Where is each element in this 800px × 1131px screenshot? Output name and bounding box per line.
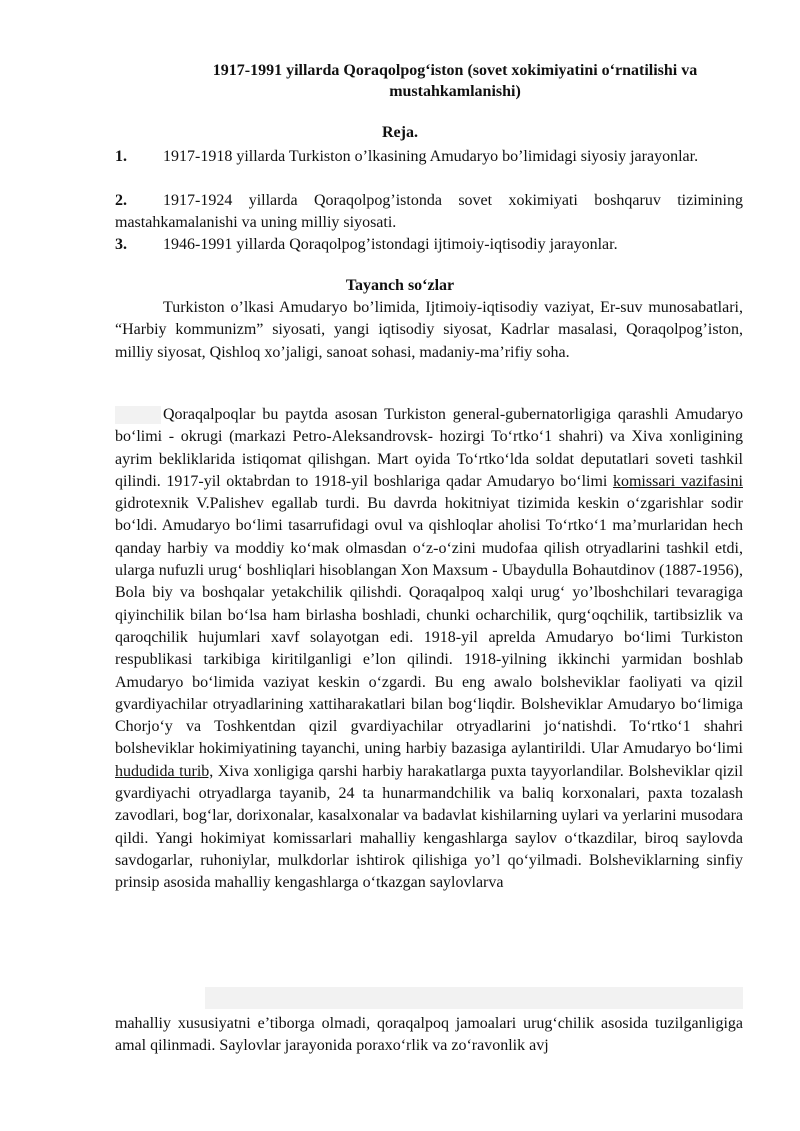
keywords-heading: Tayanch so‘zlar xyxy=(345,277,455,294)
body-paragraph-continued xyxy=(115,1013,743,1058)
plan-item-2 xyxy=(115,190,743,234)
plan-item-text: 1917-1918 yillarda Turkiston o’lkasining Amudaryo bo’limidagi siyosiy jarayonlar. xyxy=(163,148,699,165)
plan-item-number: 3. xyxy=(115,236,127,253)
body-text-part-2: gidrotexnik V.Palishev egallab turdi. Bu davrda hokitniyat tizimida keskin o‘zgarishlar sodir bo‘ldi. Amudaryo bo‘limi tasarrufidagi ovul va qishloqlar aholisi To‘rtko‘1 ma’murlaridan hech qanday harbiy va moddiy ko‘mak olmasdan o‘z-o‘zini mudofaa qilish otryadlarini tashkil etdi, ularga nufuzli urug‘ boshliqlari hisoblangan Xon Maxsum - Ubaydulla Bohautdinov (1887-1956), Bola biy va boshqalar yetakchilik qilishdi. Qoraqalpoq xalqi urug‘ yo’lboshchilari tevaragiga qiyinchilik bilan bo‘lsa ham birlasha boshladi, chunki ocharchilik, qurg‘oqchilik, tartibsizlik va qaroqchilik hujumlari xavf solayotgan edi. 1918-yil aprelda Amudaryo bo‘limi Turkiston respublikasi tarkibiga kiritilganligi e’lon qilindi. 1918-yilning ikkinchi yarmidan boshlab Amudaryo bo‘limida vaziyat keskin o‘zgardi. Bu eng awalo bolsheviklar faoliyati va qizil gvardiyachilar otryadlarining xattiharakatlari bilan bog‘liqdir. Bolsheviklar Amudaryo bo‘limiga Chorjo‘y va Toshkentdan qizil gvardiyachilar otryadlarini jo‘natishdi. To‘rtko‘1 shahri bolsheviklar hokimiyatining tayanchi, uning harbiy bazasiga aylantirildi. Ular Amudaryo bo‘limi xyxy=(115,495,743,758)
link-komissari[interactable]: komissari vazifasini xyxy=(612,472,743,490)
plan-item-text: 1946-1991 yillarda Qoraqolpog’istondagi ijtimoiy-iqtisodiy jarayonlar. xyxy=(163,236,618,253)
body-text-part-1: Qoraqalpoqlar bu paytda asosan Turkiston general-gubernatorligiga qarashli Amudaryo bo‘limi - okrugi (markazi Petro-Aleksandrovsk- hozirgi To‘rtko‘1 shahri) va Xiva xonligining ayrim bekliklarida istiqomat qilishgan. Mart oyida To‘rtko‘lda soldat deputatlari soveti tashkil qilindi. 1917-yil oktabrdan to 1918-yil boshlariga qadar Amudaryo bo‘limi xyxy=(115,406,743,490)
plan-heading: Reja. xyxy=(382,124,418,141)
plan-item-text: 1917-1924 yillarda Qoraqolpog’istonda sovet xokimiyati boshqaruv tizimining mastahkamalanishi va uning milliy siyosati. xyxy=(115,192,743,231)
plan-item-3 xyxy=(115,234,743,256)
shaded-line xyxy=(205,987,743,1009)
keywords-text: Turkiston o’lkasi Amudaryo bo’limida, Ijtimoiy-iqtisodiy vaziyat, Er-suv munosabatlari, “Harbiy kommunizm” siyosati, yangi iqtisodiy siyosat, Kadrlar masalasi, Qoraqolpog’iston, milliy siyosat, Qishloq xo’jaligi, sanoat sohasi, madaniy-ma’rifiy soha. xyxy=(115,299,743,361)
plan-item-number: 1. xyxy=(115,148,127,165)
body-paragraph xyxy=(115,404,743,895)
document-title: 1917-1991 yillarda Qoraqolpog‘iston (sovet xokimiyatini o‘rnatilishi va mustahkamlanishi) xyxy=(212,62,698,100)
link-hududida[interactable]: hududida turib, xyxy=(115,762,214,780)
plan-item-number: 2. xyxy=(115,192,127,209)
keywords-paragraph xyxy=(115,297,743,364)
plan-item-1 xyxy=(115,146,743,168)
body-text-part-4: mahalliy xususiyatni e’tiborga olmadi, qoraqalpoq jamoalari urug‘chilik asosida tuzilganligiga amal qilinmadi. Saylovlar jarayonida poraxo‘rlik va zo‘ravonlik avj xyxy=(115,1015,743,1055)
body-text-part-3: Xiva xonligiga qarshi harbiy harakatlarga puxta tayyorlandilar. Bolsheviklar qizil gvardiyachi otryadlarga tayanib, 24 ta hunarmandchilik va baliq korxonalari, paxta tozalash zavodlari, bog‘lar, dorixonalar, kasalxonalar va badavlat kishilarning uylari va yerlarini musodara qildi. Yangi hokimiyat komissarlari mahalliy kengashlarga saylov o‘tkazdilar, biroq saylovda savdogarlar, ruhoniylar, mulkdorlar ishtirok qilishiga yo’l qo‘yilmadi. Bolsheviklarning sinfiy prinsip asosida mahalliy kengashlarga o‘tkazgan saylovlarva xyxy=(115,762,744,892)
